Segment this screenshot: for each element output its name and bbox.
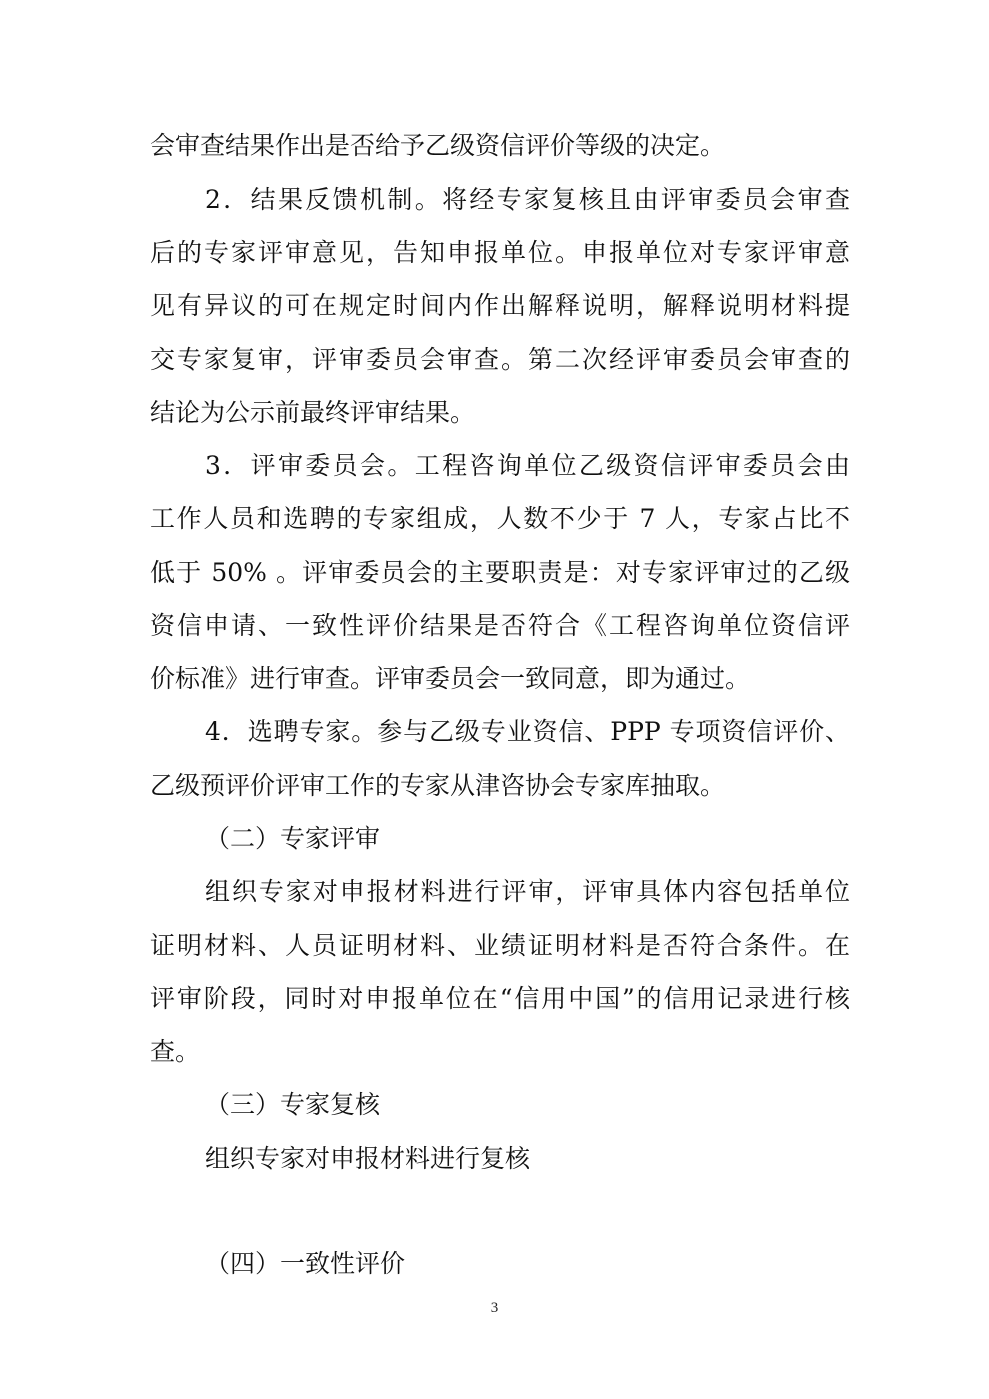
section-heading: （四）一致性评价 (205, 1249, 406, 1278)
text-line: 交专家复审，评审委员会审查。第二次经评审委员会审查的 (150, 345, 850, 374)
text-line: 会审查结果作出是否给予乙级资信评价等级的决定。 (150, 131, 726, 160)
text-line: 4．选聘专家。参与乙级专业资信、PPP 专项资信评价、 (205, 717, 850, 746)
text-line: 资信申请、一致性评价结果是否符合《工程咨询单位资信评 (150, 611, 850, 640)
text-line: 见有异议的可在规定时间内作出解释说明，解释说明材料提 (150, 291, 850, 320)
section-heading: （二）专家评审 (205, 824, 381, 853)
text-line: 价标准》进行审查。评审委员会一致同意，即为通过。 (150, 664, 751, 693)
text-line: 后的专家评审意见，告知申报单位。申报单位对专家评审意 (150, 238, 850, 267)
text-line: 查。 (150, 1037, 201, 1066)
page-number: 3 (490, 1300, 499, 1316)
text-line: 2．结果反馈机制。将经专家复核且由评审委员会审查 (205, 185, 850, 214)
text-line: 评审阶段，同时对申报单位在“信用中国”的信用记录进行核 (150, 984, 850, 1013)
text-line: 组织专家对申报材料进行评审，评审具体内容包括单位 (205, 877, 850, 906)
section-heading: （三）专家复核 (205, 1090, 381, 1119)
text-line: 工作人员和选聘的专家组成，人数不少于 7 人，专家占比不 (150, 504, 850, 533)
text-line: 证明材料、人员证明材料、业绩证明材料是否符合条件。在 (150, 931, 850, 960)
text-line: 3．评审委员会。工程咨询单位乙级资信评审委员会由 (205, 451, 850, 480)
text-line: 乙级预评价评审工作的专家从津咨协会专家库抽取。 (150, 771, 726, 800)
text-line: 低于 50% 。评审委员会的主要职责是：对专家评审过的乙级 (150, 558, 850, 587)
text-line: 结论为公示前最终评审结果。 (150, 398, 476, 427)
text-line: 组织专家对申报材料进行复核 (205, 1144, 531, 1173)
